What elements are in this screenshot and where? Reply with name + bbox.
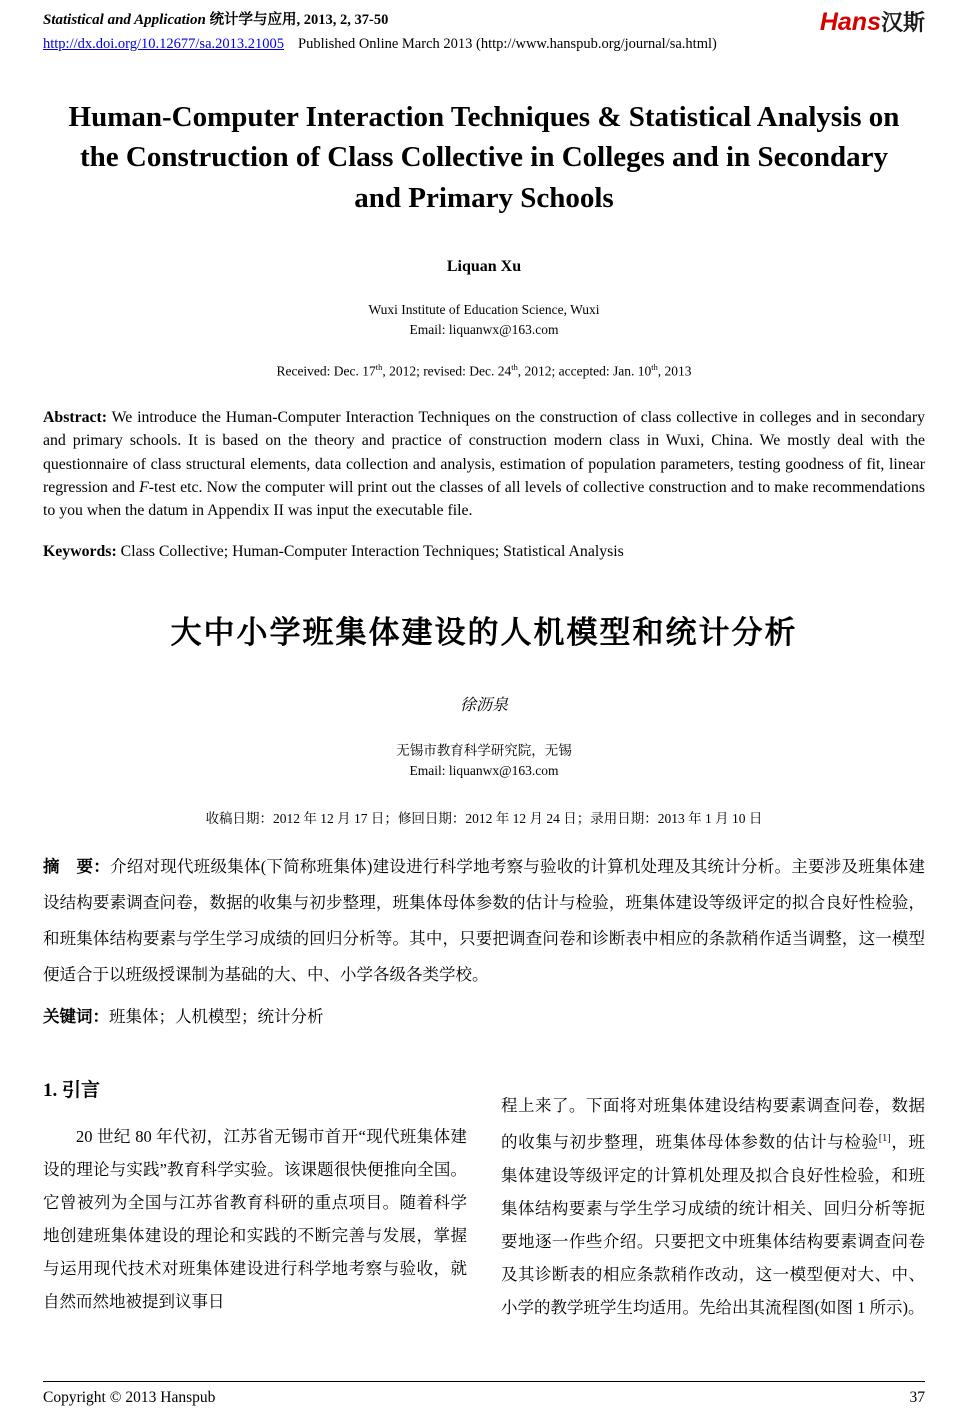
keywords-label-chinese: 关键词： xyxy=(43,1008,109,1027)
received-sup: th xyxy=(511,363,518,373)
abstract-label: Abstract: xyxy=(43,408,108,426)
abstract-text-chinese: 介绍对现代班级集体(下简称班集体)建设进行科学地考察与验收的计算机处理及其统计分析。主要涉及班集体建设结构要素调查问卷，数据的收集与初步整理，班集体母体参数的估计与检验，班集体建设等级评定的拟合良好性检验，和班集体结构要素与学生学习成绩的回归分析等。其中，只要把调查问卷和诊断表中相应的条款稍作适当调整，这一模型便适合于以班级授课制为基础的大、中、小学各级各类学校。 xyxy=(43,857,925,985)
body-two-columns xyxy=(43,1079,925,1324)
right-column xyxy=(501,1079,925,1324)
journal-header xyxy=(43,10,925,31)
abstract-chinese xyxy=(43,849,925,993)
keywords-chinese xyxy=(43,999,925,1035)
paper-title-chinese: 大中小学班集体建设的人机模型和统计分析 xyxy=(170,614,798,650)
abstract-text: We introduce the Human-Computer Interaction Techniques on the construction of class collective in colleges and in secondary and primary schools. It is based on the theory and practice of construction modern class in Wuxi, China. We mostly deal with the questionnaire of class structural elements, data collection and analysis, estimation of population parameters, testing goodness of fit, linear regression and xyxy=(43,408,925,497)
published-online-text: Published Online March 2013 (http://www.hanspub.org/journal/sa.html) xyxy=(298,35,717,52)
keywords-english xyxy=(43,543,925,561)
author-name-chinese: 徐沥泉 xyxy=(459,696,508,714)
affiliation-english xyxy=(43,300,925,339)
intro-paragraph-right: ，班集体建设等级评定的计算机处理及拟合良好性检验，和班集体结构要素与学生学习成绩的统计相关、回归分析等扼要地逐一作些介绍。只要把文中班集体结构要素调查问卷及其诊断表的相应条款稍作改动，这一模型便对大、中、小学的教学班学生均适用。先给出其流程图(如图 1 所示)。 xyxy=(501,1132,926,1317)
author-email-english: Email: liquanwx@163.com xyxy=(409,321,559,337)
hanspub-logo xyxy=(820,6,925,37)
reference-1-superscript: [1] xyxy=(878,1133,891,1145)
abstract-f-italic: F xyxy=(139,479,149,497)
doi-line xyxy=(43,36,925,53)
copyright-text: Copyright © 2013 Hanspub xyxy=(43,1389,216,1406)
intro-paragraph-left: 20 世纪 80 年代初，江苏省无锡市首开“现代班集体建设的理论与实践”教育科学实验。该课题很快便推向全国。它曾被列为全国与江苏省教育科研的重点项目。随着科学地创建班集体建设的理论和实践的不断完善与发展，掌握与运用现代技术对班集体建设进行科学地考察与验收，就自然而然地被提到议事日 xyxy=(43,1127,467,1312)
section-1-heading: 1. 引言 xyxy=(43,1080,101,1102)
received-sup: th xyxy=(375,363,383,373)
journal-name-english: Statistical and Application xyxy=(43,12,206,28)
doi-link[interactable]: http://dx.doi.org/10.12677/sa.2013.21005 xyxy=(43,35,284,52)
affiliation-line: Wuxi Institute of Education Science, Wuxi xyxy=(368,302,600,318)
author-name-english: Liquan Xu xyxy=(446,258,522,276)
keywords-text-chinese: 班集体；人机模型；统计分析 xyxy=(109,1007,324,1027)
affiliation-line: 无锡市教育科学研究院，无锡 xyxy=(396,742,572,758)
intro-paragraph-right: 程上来了。下面将对班集体建设结构要素调查问卷，数据的收集与初步整理，班集体母体参数的估计与检验 xyxy=(501,1096,925,1152)
abstract-english xyxy=(43,406,925,523)
affiliation-chinese xyxy=(43,741,925,782)
page-number: 37 xyxy=(909,1389,925,1406)
received-dates-chinese: 收稿日期：2012 年 12 月 17 日；修回日期：2012 年 12 月 24 日；录用日期：2013 年 1 月 10 日 xyxy=(205,811,763,827)
paper-title-english: Human-Computer Interaction Techniques & Statistical Analysis on the Construction of Class Collective in Colleges and in Secondary and Primary Schools xyxy=(68,100,900,214)
received-text: Received: Dec. 17 xyxy=(276,363,376,379)
keywords-label: Keywords: xyxy=(43,542,117,560)
author-email-chinese: Email: liquanwx@163.com xyxy=(409,763,559,779)
received-text: , 2012; accepted: Jan. 10 xyxy=(517,363,652,379)
keywords-text: Class Collective; Human-Computer Interaction Techniques; Statistical Analysis xyxy=(116,542,624,560)
abstract-label-chinese: 摘 要： xyxy=(43,858,110,877)
abstract-text: -test etc. Now the computer will print out the classes of all levels of collective construction and to make recommendations to you when the datum in Appendix II was input the executable file. xyxy=(43,479,925,520)
page-footer xyxy=(43,1381,925,1407)
journal-name-chinese: 统计学与应用, 2013, 2, 37-50 xyxy=(209,12,389,28)
hans-logo-chinese: 汉斯 xyxy=(880,10,925,35)
received-dates-english xyxy=(43,363,925,380)
received-text: , 2012; revised: Dec. 24 xyxy=(382,363,512,379)
left-column xyxy=(43,1079,467,1324)
hans-logo-text: Hans xyxy=(819,8,881,36)
received-sup: th xyxy=(651,363,658,373)
received-text: , 2013 xyxy=(657,363,692,379)
